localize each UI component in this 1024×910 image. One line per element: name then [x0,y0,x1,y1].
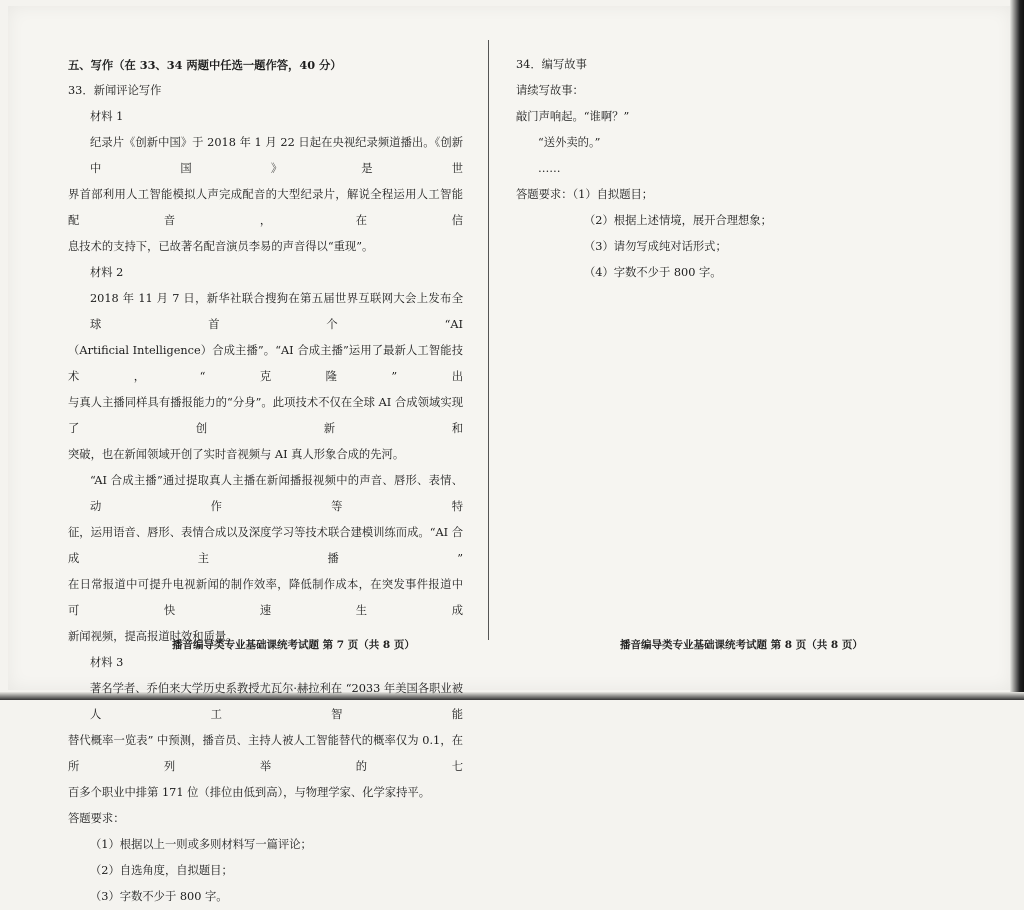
material-1-text: 息技术的支持下，已故著名配音演员李易的声音得以“重现”。 [68,240,374,253]
page-divider [488,40,489,640]
material-2-text: 与真人主播同样具有播报能力的“分身”。此项技术不仅在全球 AI 合成领域实现了创新和 [68,396,463,435]
material-2-text: 征，运用语音、唇形、表情合成以及深度学习等技术联合建模训练而成。“AI 合成主播” [68,526,463,565]
material-2-label: 材料 2 [90,266,124,279]
page-8-footer: 播音编导类专业基础课统考试题 第 8 页（共 8 页） [620,639,863,651]
requirement-item: （1）根据以上一则或多则材料写一篇评论； [90,838,312,851]
story-line: 敲门声响起。“谁啊？” [516,110,630,123]
question-34-title: 34．编写故事 [516,58,587,71]
page-7 [68,52,463,910]
page-8 [516,52,956,286]
material-3-label: 材料 3 [90,656,124,669]
requirement-item: （2）自选角度，自拟题目； [90,864,233,877]
requirements-label: 答题要求：（1）自拟题目； [516,188,654,201]
section-heading: 五、写作（在 33、34 两题中任选一题作答，40 分） [68,58,342,72]
material-1-label: 材料 1 [90,110,124,123]
material-3-text: 替代概率一览表” 中预测，播音员、主持人被人工智能替代的概率仅为 0.1，在所列举的七 [68,734,463,773]
requirement-item: （3）字数不少于 800 字。 [90,890,228,903]
material-2-text: （Artificial Intelligence）合成主播”。“AI 合成主播”运用了最新人工智能技术，“克隆”出 [68,344,463,383]
story-ellipsis: …… [538,162,561,175]
material-1-text: 纪录片《创新中国》于 2018 年 1 月 22 日起在央视纪录频道播出。《创新中国》是世 [90,136,463,175]
question-33-title: 33．新闻评论写作 [68,84,162,97]
material-2-text: “AI 合成主播”通过提取真人主播在新闻播报视频中的声音、唇形、表情、动作等特 [90,474,463,513]
material-1-text: 界首部利用人工智能模拟人声完成配音的大型纪录片，解说全程运用人工智能配音，在信 [68,188,463,227]
requirement-item: （4）字数不少于 800 字。 [584,266,722,279]
story-line: “送外卖的。” [538,136,601,149]
page-7-footer: 播音编导类专业基础课统考试题 第 7 页（共 8 页） [172,639,415,651]
requirement-item: （3）请勿写成纯对话形式； [584,240,727,253]
material-2-text: 2018 年 11 月 7 日，新华社联合搜狗在第五届世界互联网大会上发布全球首个“AI [90,292,463,331]
material-3-text: 著名学者、乔伯来大学历史系教授尤瓦尔·赫拉利在 “2033 年美国各职业被人工智能 [90,682,463,721]
material-2-text: 新闻视频，提高报道时效和质量。 [68,630,238,643]
scan-edge-right [1010,0,1024,700]
material-2-text: 突破，也在新闻领域开创了实时音视频与 AI 真人形象合成的先河。 [68,448,405,461]
story-prompt-label: 请续写故事： [516,84,584,97]
material-3-text: 百多个职业中排第 171 位（排位由低到高），与物理学家、化学家持平。 [68,786,431,799]
requirement-item: （2）根据上述情境，展开合理想象； [584,214,772,227]
material-2-text: 在日常报道中可提升电视新闻的制作效率，降低制作成本，在突发事件报道中可快速生成 [68,578,463,617]
requirements-label: 答题要求： [68,812,125,825]
